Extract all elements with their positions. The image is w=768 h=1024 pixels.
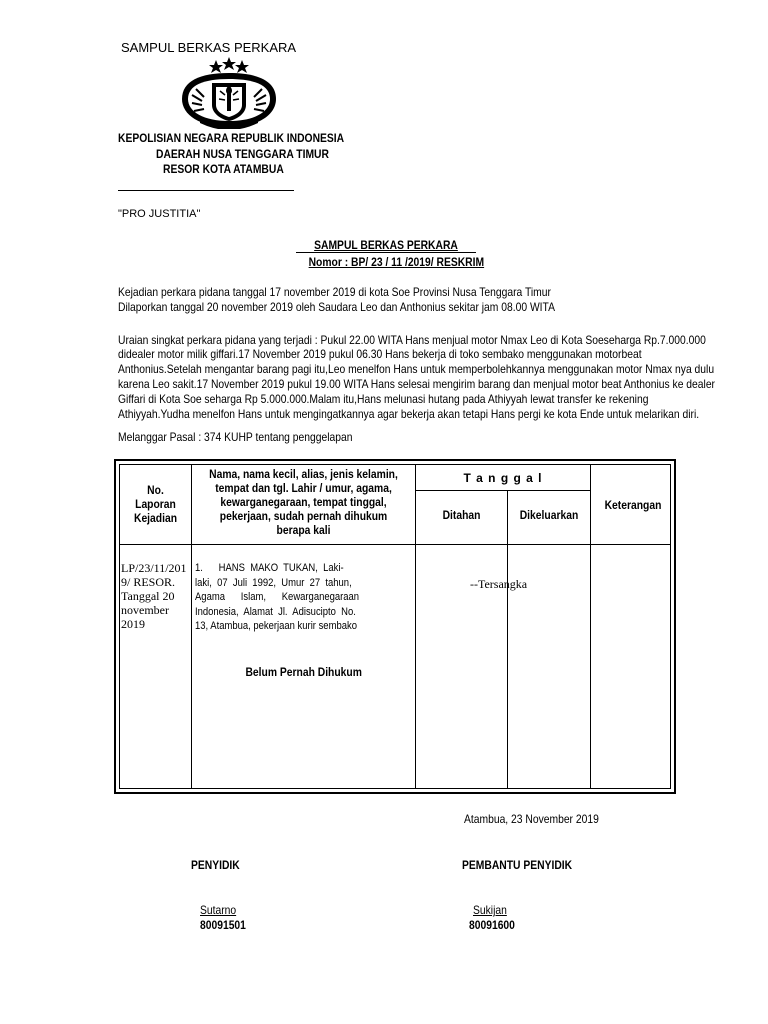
row-nama-line: Agama Islam, Kewarganegaraan [195, 591, 360, 603]
title-number: Nomor : BP/ 23 / 11 /2019/ RESKRIM [308, 255, 485, 269]
intro-line1: Kejadian perkara pidana tanggal 17 november 2019 di kota Soe Provinsi Nusa Tenggara Timur [118, 285, 551, 299]
row-nama-line: Indonesia, Alamat Jl. Adisucipto No. [195, 605, 356, 618]
header-nama-line: Nama, nama kecil, alias, jenis kelamin, [209, 467, 398, 481]
col-divider [507, 490, 508, 788]
status-hukum [192, 665, 415, 679]
row-no-line: 9/ RESOR. [121, 575, 176, 589]
penyidik-title: PENYIDIK [191, 858, 240, 872]
police-emblem-icon [178, 55, 280, 129]
row-nama [195, 561, 410, 634]
title-number-wrap [296, 255, 485, 269]
header-nama-line: tempat dan tgl. Lahir / umur, agama, [215, 481, 392, 495]
org-line3: RESOR KOTA ATAMBUA [163, 162, 284, 176]
row-nama-line: 13, Atambua, pekerjaan kurir sembako [195, 620, 357, 632]
pasal-text: Melanggar Pasal : 374 KUHP tentang penggelapan [118, 430, 353, 444]
summary-line: didealer motor milik giffari.17 November 2019 pukul 06.30 Hans bekerja di toko sembako menggunakan motorbeat [118, 347, 642, 361]
header-dikeluarkan-label: Dikeluarkan [519, 508, 579, 522]
row-no-line: LP/23/11/201 [121, 561, 187, 575]
header-no-line: Kejadian [133, 511, 177, 525]
cover-label: SAMPUL BERKAS PERKARA [121, 40, 297, 55]
case-table [114, 459, 676, 794]
summary-line: Uraian singkat perkara pidana yang terjadi : Pukul 22.00 WITA Hans menjual motor Nmax Leo di Kota Soeseharga Rp.7.000.000 [118, 333, 706, 347]
header-tanggal: T a n g g a l [463, 471, 543, 485]
header-nama-line: berapa kali [276, 523, 331, 537]
row-divider [415, 490, 590, 491]
summary-line: karena Leo sakit.17 November 2019 pukul 19.00 WITA Hans selesai mengirim barang dan menjual motor beat Anthonius ke dealer [118, 377, 716, 391]
penyidik-nrp: 80091501 [200, 918, 246, 932]
row-nama-line: 1. HANS MAKO TUKAN, Laki- [195, 562, 344, 574]
title-block [296, 238, 476, 252]
header-no [120, 483, 191, 525]
org-line2: DAERAH NUSA TENGGARA TIMUR [156, 147, 329, 161]
summary-line: Athiyyah.Yudha menelfon Hans untuk mengingatkannya agar bekerja akan tetapi Hans pergi ke kota Ende untuk melarikan diri. [118, 407, 700, 421]
header-keterangan [591, 498, 675, 512]
status-hukum-text: Belum Pernah Dihukum [245, 665, 362, 679]
row-no-line: november [121, 603, 169, 617]
pembantu-nrp: 80091600 [469, 918, 515, 932]
row-no-line: Tanggal 20 [121, 589, 175, 603]
title-underline [296, 252, 476, 253]
header-nama-line: pekerjaan, sudah pernah dihukum [219, 509, 388, 523]
header-ditahan-label: Ditahan [442, 508, 481, 522]
header-keterangan-label: Keterangan [604, 498, 662, 512]
pro-justitia: "PRO JUSTITIA" [118, 208, 201, 220]
header-divider [118, 190, 294, 191]
header-dikeluarkan [508, 508, 590, 522]
col-divider [590, 465, 591, 788]
header-no-line: Laporan [135, 497, 176, 511]
org-line1: KEPOLISIAN NEGARA REPUBLIK INDONESIA [118, 131, 345, 145]
header-no-line: No. [147, 483, 164, 497]
row-nama-line: laki, 07 Juli 1992, Umur 27 tahun, [195, 576, 352, 589]
pembantu-penyidik-title: PEMBANTU PENYIDIK [462, 858, 573, 872]
summary-line: Giffari di Kota Soe seharga Rp 5.000.000.Malam itu,Hans melunasi hutang pada Athiyyah lewat transfer ke rekening [118, 392, 649, 406]
penyidik-name: Sutarno [200, 903, 237, 917]
row-no-line: 2019 [121, 617, 145, 631]
place-date: Atambua, 23 November 2019 [464, 812, 599, 826]
header-nama-line: kewarganegaraan, tempat tinggal, [220, 495, 387, 509]
intro-line2: Dilaporkan tanggal 20 november 2019 oleh Saudara Leo dan Anthonius sekitar jam 08.00 WITA [118, 300, 555, 314]
title-line1: SAMPUL BERKAS PERKARA [314, 238, 458, 252]
row-ditahan: --Tersangka [470, 577, 528, 591]
case-table-inner [119, 464, 671, 789]
header-nama [192, 467, 415, 537]
summary-line: Anthonius.Setelah mengantar barang pagi itu,Leo menelfon Hans untuk memperbolehkannya menggunakan motor Nmax nya dulu [118, 362, 715, 376]
header-bottom-line [120, 544, 670, 545]
row-no [121, 561, 191, 631]
header-ditahan [416, 508, 507, 522]
pembantu-name: Sukijan [473, 903, 507, 917]
